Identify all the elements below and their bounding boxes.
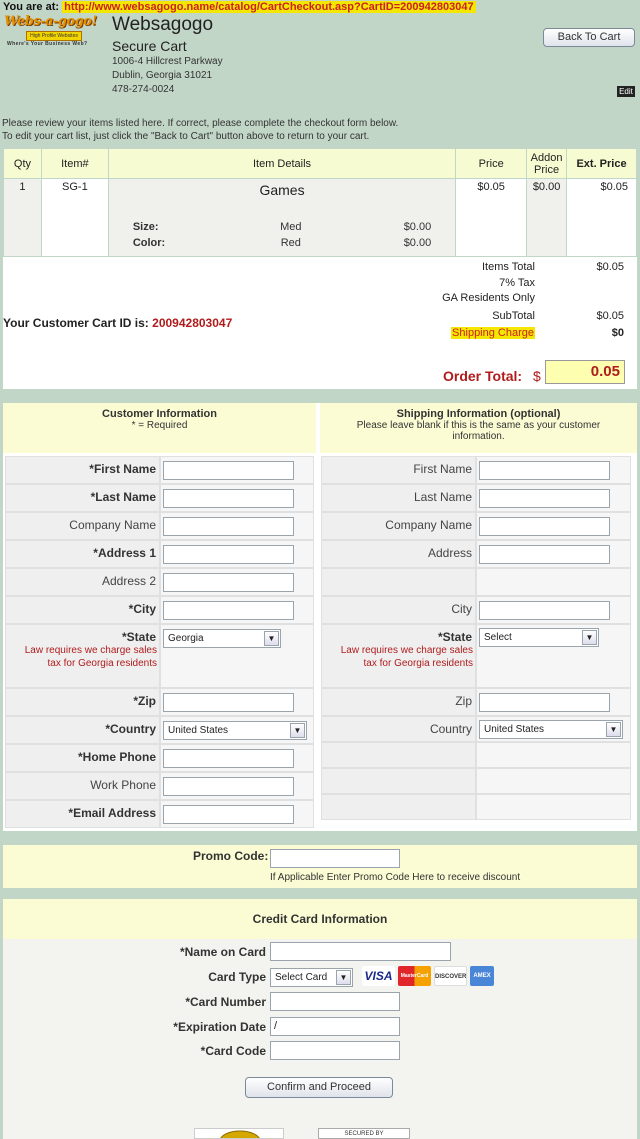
option-label: Size: [132, 221, 159, 233]
confirm-and-proceed-button[interactable]: Confirm and Proceed [245, 1077, 393, 1098]
item-ext-price: $0.05 [567, 179, 637, 257]
order-total-label: Order Total: [443, 368, 523, 384]
email-address-label: *Email Address [68, 806, 156, 820]
email-address-input[interactable] [163, 805, 294, 824]
items-total-value: $0.05 [596, 261, 624, 273]
name-on-card-label: *Name on Card [179, 945, 266, 959]
company-name-label: Company Name [69, 518, 156, 532]
tax-note: GA Residents Only [442, 292, 535, 304]
location-label: You are at: [3, 1, 60, 13]
state-select[interactable] [163, 629, 281, 648]
ship-blank-row-label-cell [321, 742, 476, 768]
instructions-line-1: Please review your items listed here. If correct, please complete the checkout form below. [2, 118, 399, 129]
state-label: *State [121, 630, 156, 644]
country-select-value: United States [168, 725, 229, 736]
instructions-line-2: To edit your cart list, just click the "Back to Cart" button above to return to your cart. [2, 131, 370, 142]
address-2-input[interactable] [163, 573, 294, 592]
card-code-input[interactable] [270, 1041, 400, 1060]
city-input[interactable] [163, 601, 294, 620]
last-name-input[interactable] [163, 489, 294, 508]
ship-blank-row-input-cell [476, 794, 631, 820]
work-phone-input[interactable] [163, 777, 294, 796]
card-type-value: Select Card [275, 972, 328, 983]
store-address-1: 1006-4 Hillcrest Parkway [112, 56, 223, 67]
ship-blank-row-label-cell [321, 768, 476, 794]
table-row [4, 179, 637, 257]
zip-label: *Zip [133, 694, 156, 708]
col-header-item-num: Item# [41, 149, 108, 179]
ship-blank-row-input-cell [476, 768, 631, 794]
chevron-down-icon: ▼ [582, 630, 597, 645]
visa-logo: VISA [362, 966, 395, 986]
order-total-currency: $ [533, 368, 541, 384]
shipping-info-note: Please leave blank if this is the same as your customer information. [356, 420, 601, 442]
ship-country-label: Country [429, 722, 472, 736]
ship-state-select[interactable] [479, 628, 599, 647]
ship-blank-row-label-cell [321, 794, 476, 820]
ship-sales-tax-law-note: Law requires we charge sales tax for Georgia residents [340, 645, 473, 669]
ship-address-input[interactable] [479, 545, 610, 564]
ship-first-name-input[interactable] [479, 461, 610, 480]
col-header-addon: Addon Price [527, 149, 567, 179]
col-header-price: Price [456, 149, 527, 179]
items-total-label: Items Total [482, 261, 535, 273]
state-select-value: Georgia [168, 633, 204, 644]
ship-zip-input[interactable] [479, 693, 610, 712]
subtotal-label: SubTotal [492, 310, 535, 322]
option-value: Red [280, 237, 301, 249]
shipping-charge-label [451, 327, 535, 339]
item-details [108, 179, 455, 257]
ship-country-select[interactable] [479, 720, 623, 739]
seal-icon [195, 1129, 284, 1139]
page-url-link[interactable]: http://www.websagogo.name/catalog/CartCheckout.asp?CartID=200942803047 [64, 1, 474, 13]
item-addon-price: $0.00 [527, 179, 567, 257]
option-price: $0.00 [403, 237, 432, 249]
item-qty: 1 [4, 179, 42, 257]
logo-tagline: High Profile Websites [26, 31, 82, 41]
cart-id [3, 316, 232, 330]
name-on-card-input[interactable] [270, 942, 451, 961]
ship-last-name-input[interactable] [479, 489, 610, 508]
secured-by-badge: SECURED BY [318, 1128, 410, 1139]
trust-seal-badge [194, 1128, 284, 1139]
ship-city-label: City [451, 602, 472, 616]
shipping-charge-value: $0 [611, 327, 624, 339]
work-phone-label: Work Phone [90, 778, 156, 792]
item-options [109, 218, 455, 252]
col-header-details: Item Details [108, 149, 455, 179]
option-row [111, 236, 453, 250]
ship-first-name-label: First Name [413, 462, 472, 476]
mastercard-logo: MasterCard [398, 966, 431, 986]
country-label: *Country [105, 722, 156, 736]
ship-country-select-value: United States [484, 724, 545, 735]
location-bar [0, 0, 640, 14]
cart-items-table [3, 148, 637, 257]
home-phone-label: *Home Phone [77, 750, 156, 764]
ship-address-label: Address [427, 546, 472, 560]
logo-text: Webs-a-gogo! [4, 14, 97, 29]
col-header-qty: Qty [4, 149, 42, 179]
promo-code-input[interactable] [270, 849, 400, 868]
home-phone-input[interactable] [163, 749, 294, 768]
chevron-down-icon: ▼ [336, 970, 351, 985]
amex-logo: AMEX [470, 966, 494, 986]
first-name-label: *First Name [89, 462, 156, 476]
card-number-input[interactable] [270, 992, 400, 1011]
promo-code-note: If Applicable Enter Promo Code Here to receive discount [270, 872, 521, 883]
item-number: SG-1 [41, 179, 108, 257]
shipping-charge-text: Shipping Charge [452, 327, 534, 339]
credit-card-title: Credit Card Information [3, 899, 637, 939]
first-name-input[interactable] [163, 461, 294, 480]
chevron-down-icon: ▼ [264, 631, 279, 646]
store-name: Websagogo [112, 14, 214, 35]
logo-subline: Where's Your Business Web? [7, 41, 88, 47]
address-1-label: *Address 1 [93, 546, 156, 560]
address-2-label: Address 2 [101, 574, 156, 588]
chevron-down-icon: ▼ [290, 723, 305, 738]
cart-id-value: 200942803047 [152, 316, 233, 330]
tax-label: 7% Tax [499, 277, 535, 289]
city-label: *City [128, 602, 156, 616]
option-value: Med [280, 221, 302, 233]
back-to-cart-button[interactable]: Back To Cart [543, 28, 635, 47]
promo-code-label: Promo Code: [193, 849, 269, 863]
ship-company-name-input[interactable] [479, 517, 610, 536]
zip-input[interactable] [163, 693, 294, 712]
card-type-label: Card Type [208, 970, 266, 984]
store-subtitle: Secure Cart [112, 38, 187, 54]
cart-id-label: Your Customer Cart ID is: [3, 316, 149, 330]
store-logo[interactable] [4, 14, 104, 54]
ship-last-name-label: Last Name [413, 490, 472, 504]
item-name: Games [259, 182, 305, 198]
store-address-2: Dublin, Georgia 31021 [112, 70, 213, 81]
expiration-date-label: *Expiration Date [173, 1020, 266, 1034]
ship-blank-row-input-cell [476, 742, 631, 768]
ship-company-name-label: Company Name [385, 518, 472, 532]
address-1-input[interactable] [163, 545, 294, 564]
subtotal-value: $0.05 [596, 310, 624, 322]
ship-blank-row-label-cell [321, 568, 476, 596]
expiration-date-input[interactable]: / [270, 1017, 400, 1036]
card-type-select[interactable] [270, 968, 353, 987]
card-number-label: *Card Number [185, 995, 266, 1009]
ship-blank-row-input-cell [476, 568, 631, 596]
item-price: $0.05 [456, 179, 527, 257]
last-name-label: *Last Name [90, 490, 156, 504]
required-note: * = Required [131, 420, 188, 431]
order-total-value: 0.05 [545, 360, 625, 384]
card-code-label: *Card Code [200, 1044, 266, 1058]
option-row [111, 220, 453, 234]
customer-info-header [3, 403, 316, 453]
option-price: $0.00 [403, 221, 432, 233]
discover-logo: DISCOVER [434, 966, 467, 986]
shipping-info-header [320, 403, 637, 453]
edit-button[interactable]: Edit [617, 86, 635, 97]
ship-city-input[interactable] [479, 601, 610, 620]
company-name-input[interactable] [163, 517, 294, 536]
col-header-ext: Ext. Price [567, 149, 637, 179]
ship-state-label: *State [437, 630, 472, 644]
ship-state-select-value: Select [484, 632, 512, 643]
ship-zip-label: Zip [455, 694, 472, 708]
chevron-down-icon: ▼ [606, 722, 621, 737]
customer-info-title: Customer Information [102, 408, 217, 420]
country-select[interactable] [163, 721, 307, 740]
option-label: Color: [132, 237, 166, 249]
sales-tax-law-note: Law requires we charge sales tax for Georgia residents [24, 645, 157, 669]
shipping-info-title: Shipping Information (optional) [396, 408, 561, 420]
store-phone: 478-274-0024 [112, 84, 175, 95]
